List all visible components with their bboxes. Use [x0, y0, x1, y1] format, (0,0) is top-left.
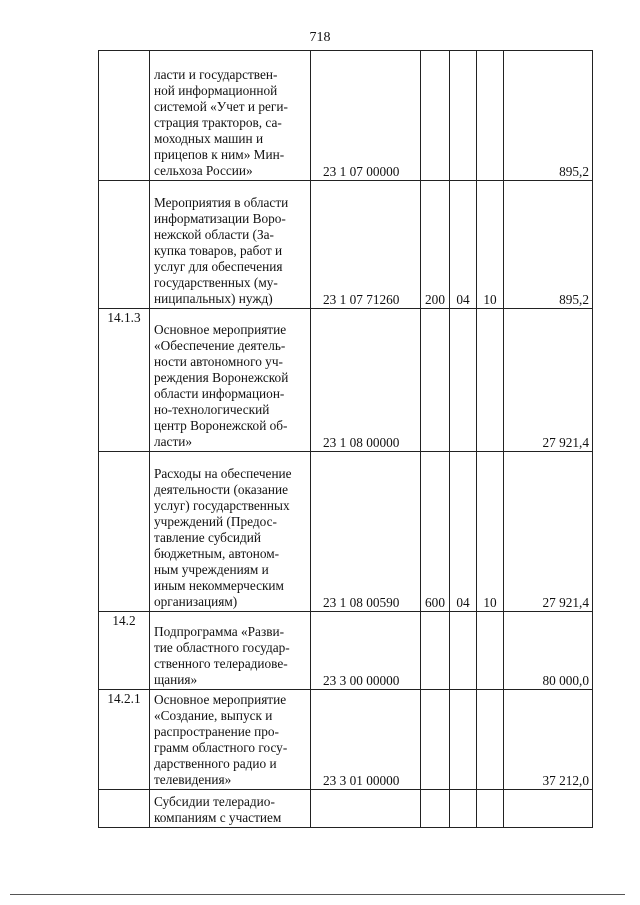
row-name-cell: ласти и государствен- ной информационной системой «Учет и реги- страция тракторов, са- моходных машин и прицепов к ним» Мин- сельхоза России»: [150, 51, 311, 181]
target-article-code-cell: 23 1 07 71260: [311, 181, 421, 309]
row-name-cell: Основное мероприятие «Создание, выпуск и распространение про- грамм областного госу- дарственного радио и телевидения»: [150, 690, 311, 790]
target-article-code-cell: 23 1 07 00000: [311, 51, 421, 181]
table-row: [99, 452, 593, 612]
page-bottom-rule: [10, 894, 625, 895]
expense-type-cell: [421, 612, 450, 690]
target-article-code-cell: 23 1 08 00000: [311, 309, 421, 452]
row-name-cell: Мероприятия в области информатизации Воро- нежской области (За- купка товаров, работ и услуг для обеспечения государственных (му- ниципальных) нужд): [150, 181, 311, 309]
amount-cell: 895,2: [504, 181, 593, 309]
row-number-cell: [99, 790, 150, 828]
target-article-code-cell: [311, 790, 421, 828]
section-cell: 04: [450, 452, 477, 612]
expense-type-cell: [421, 309, 450, 452]
section-cell: 04: [450, 181, 477, 309]
section-cell: [450, 790, 477, 828]
section-cell: [450, 309, 477, 452]
amount-cell: [504, 790, 593, 828]
subsection-cell: [477, 612, 504, 690]
row-number-cell: [99, 452, 150, 612]
budget-table: [98, 50, 593, 828]
target-article-code-cell: 23 3 01 00000: [311, 690, 421, 790]
expense-type-cell: 200: [421, 181, 450, 309]
row-number-cell: 14.2: [99, 612, 150, 690]
expense-type-cell: [421, 51, 450, 181]
amount-cell: 80 000,0: [504, 612, 593, 690]
subsection-cell: [477, 790, 504, 828]
target-article-code-cell: 23 1 08 00590: [311, 452, 421, 612]
row-number-cell: 14.1.3: [99, 309, 150, 452]
row-name-cell: Основное мероприятие «Обеспечение деятель- ности автономного уч- реждения Воронежской области информацион- но-технологический центр Воронежской об- ласти»: [150, 309, 311, 452]
table-row: [99, 690, 593, 790]
row-number-cell: [99, 51, 150, 181]
table-row: [99, 181, 593, 309]
subsection-cell: 10: [477, 452, 504, 612]
row-name-cell: Подпрограмма «Разви- тие областного государ- ственного телерадиове- щания»: [150, 612, 311, 690]
subsection-cell: [477, 51, 504, 181]
expense-type-cell: [421, 690, 450, 790]
table-row: [99, 612, 593, 690]
amount-cell: 27 921,4: [504, 452, 593, 612]
row-number-cell: 14.2.1: [99, 690, 150, 790]
section-cell: [450, 51, 477, 181]
section-cell: [450, 612, 477, 690]
expense-type-cell: 600: [421, 452, 450, 612]
expense-type-cell: [421, 790, 450, 828]
amount-cell: 37 212,0: [504, 690, 593, 790]
row-number-cell: [99, 181, 150, 309]
amount-cell: 27 921,4: [504, 309, 593, 452]
target-article-code-cell: 23 3 00 00000: [311, 612, 421, 690]
table-row: [99, 309, 593, 452]
row-name-cell: Расходы на обеспечение деятельности (оказание услуг) государственных учреждений (Предос- тавление субсидий бюджетным, автоном- ным учреждениям и иным некоммерческим организациям): [150, 452, 311, 612]
budget-table-body: [99, 51, 593, 828]
table-row: [99, 51, 593, 181]
amount-cell: 895,2: [504, 51, 593, 181]
subsection-cell: 10: [477, 181, 504, 309]
row-name-cell: Субсидии телерадио- компаниям с участием: [150, 790, 311, 828]
page-number: 718: [309, 30, 331, 45]
section-cell: [450, 690, 477, 790]
subsection-cell: [477, 309, 504, 452]
table-row: [99, 790, 593, 828]
subsection-cell: [477, 690, 504, 790]
